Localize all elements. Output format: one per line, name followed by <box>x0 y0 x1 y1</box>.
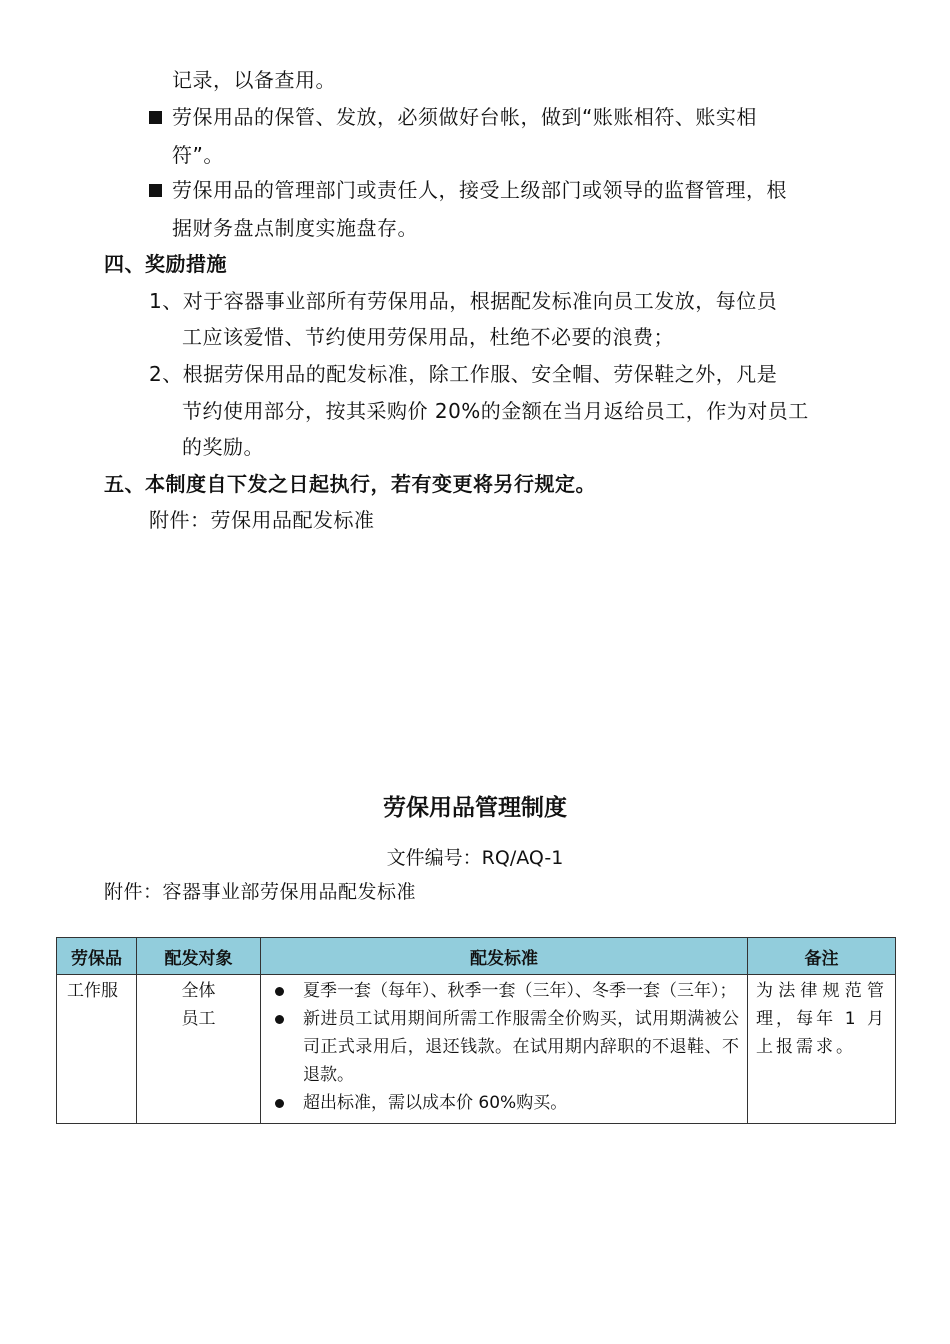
header-note: 备注 <box>748 938 896 975</box>
table-header-row <box>57 938 896 975</box>
distribution-standard-table <box>56 937 896 1124</box>
list-item <box>273 1005 739 1089</box>
cell-standard <box>261 975 748 1124</box>
standard-text: 夏季一套（每年）、秋季一套（三年）、冬季一套（三年）； <box>303 981 737 1001</box>
section-heading: 五、本制度自下发之日起执行，若有变更将另行规定。 <box>104 472 596 496</box>
page-title: 劳保用品管理制度 <box>383 795 567 821</box>
target-line: 全体 <box>181 981 216 1001</box>
text-line: 2、根据劳保用品的配发标准，除工作服、安全帽、劳保鞋之外，凡是 <box>149 362 778 386</box>
text-line: 的奖励。 <box>182 435 264 459</box>
section-heading: 四、奖励措施 <box>104 252 227 276</box>
square-bullet-icon <box>149 184 162 197</box>
text-line: 节约使用部分，按其采购价 20%的金额在当月返给员工，作为对员工 <box>182 399 809 423</box>
text-line: 1、对于容器事业部所有劳保用品，根据配发标准向员工发放，每位员 <box>149 289 778 313</box>
header-standard: 配发标准 <box>261 938 748 975</box>
cell-note: 为法律规范管理，每年 1 月上报需求。 <box>748 975 896 1124</box>
table-row <box>57 975 896 1124</box>
cell-target <box>137 975 261 1124</box>
round-bullet-icon <box>275 987 284 996</box>
target-line: 员工 <box>181 1009 216 1029</box>
text-line: 记录，以备查用。 <box>172 68 336 92</box>
cell-item: 工作服 <box>57 975 137 1124</box>
text-line: 符”。 <box>172 143 224 167</box>
standard-text: 超出标准，需以成本价 60%购买。 <box>303 1093 568 1113</box>
header-item: 劳保品 <box>57 938 137 975</box>
standard-text: 新进员工试用期间所需工作服需全价购买，试用期满被公司正式录用后，退还钱款。在试用期内辞职的不退鞋、不退款。 <box>303 1009 739 1085</box>
attachment-note: 附件：劳保用品配发标准 <box>149 508 375 532</box>
list-item <box>273 1089 739 1117</box>
header-target: 配发对象 <box>137 938 261 975</box>
document-number: 文件编号：RQ/AQ-1 <box>386 847 564 869</box>
list-item <box>273 977 739 1005</box>
attachment-title: 附件：容器事业部劳保用品配发标准 <box>104 881 417 903</box>
round-bullet-icon <box>275 1015 284 1024</box>
round-bullet-icon <box>275 1099 284 1108</box>
text-line: 工应该爱惜、节约使用劳保用品，杜绝不必要的浪费； <box>182 325 674 349</box>
text-line: 劳保用品的保管、发放，必须做好台帐，做到“账账相符、账实相 <box>172 105 757 129</box>
text-line: 据财务盘点制度实施盘存。 <box>172 216 418 240</box>
square-bullet-icon <box>149 111 162 124</box>
text-line: 劳保用品的管理部门或责任人，接受上级部门或领导的监督管理，根 <box>172 178 787 202</box>
